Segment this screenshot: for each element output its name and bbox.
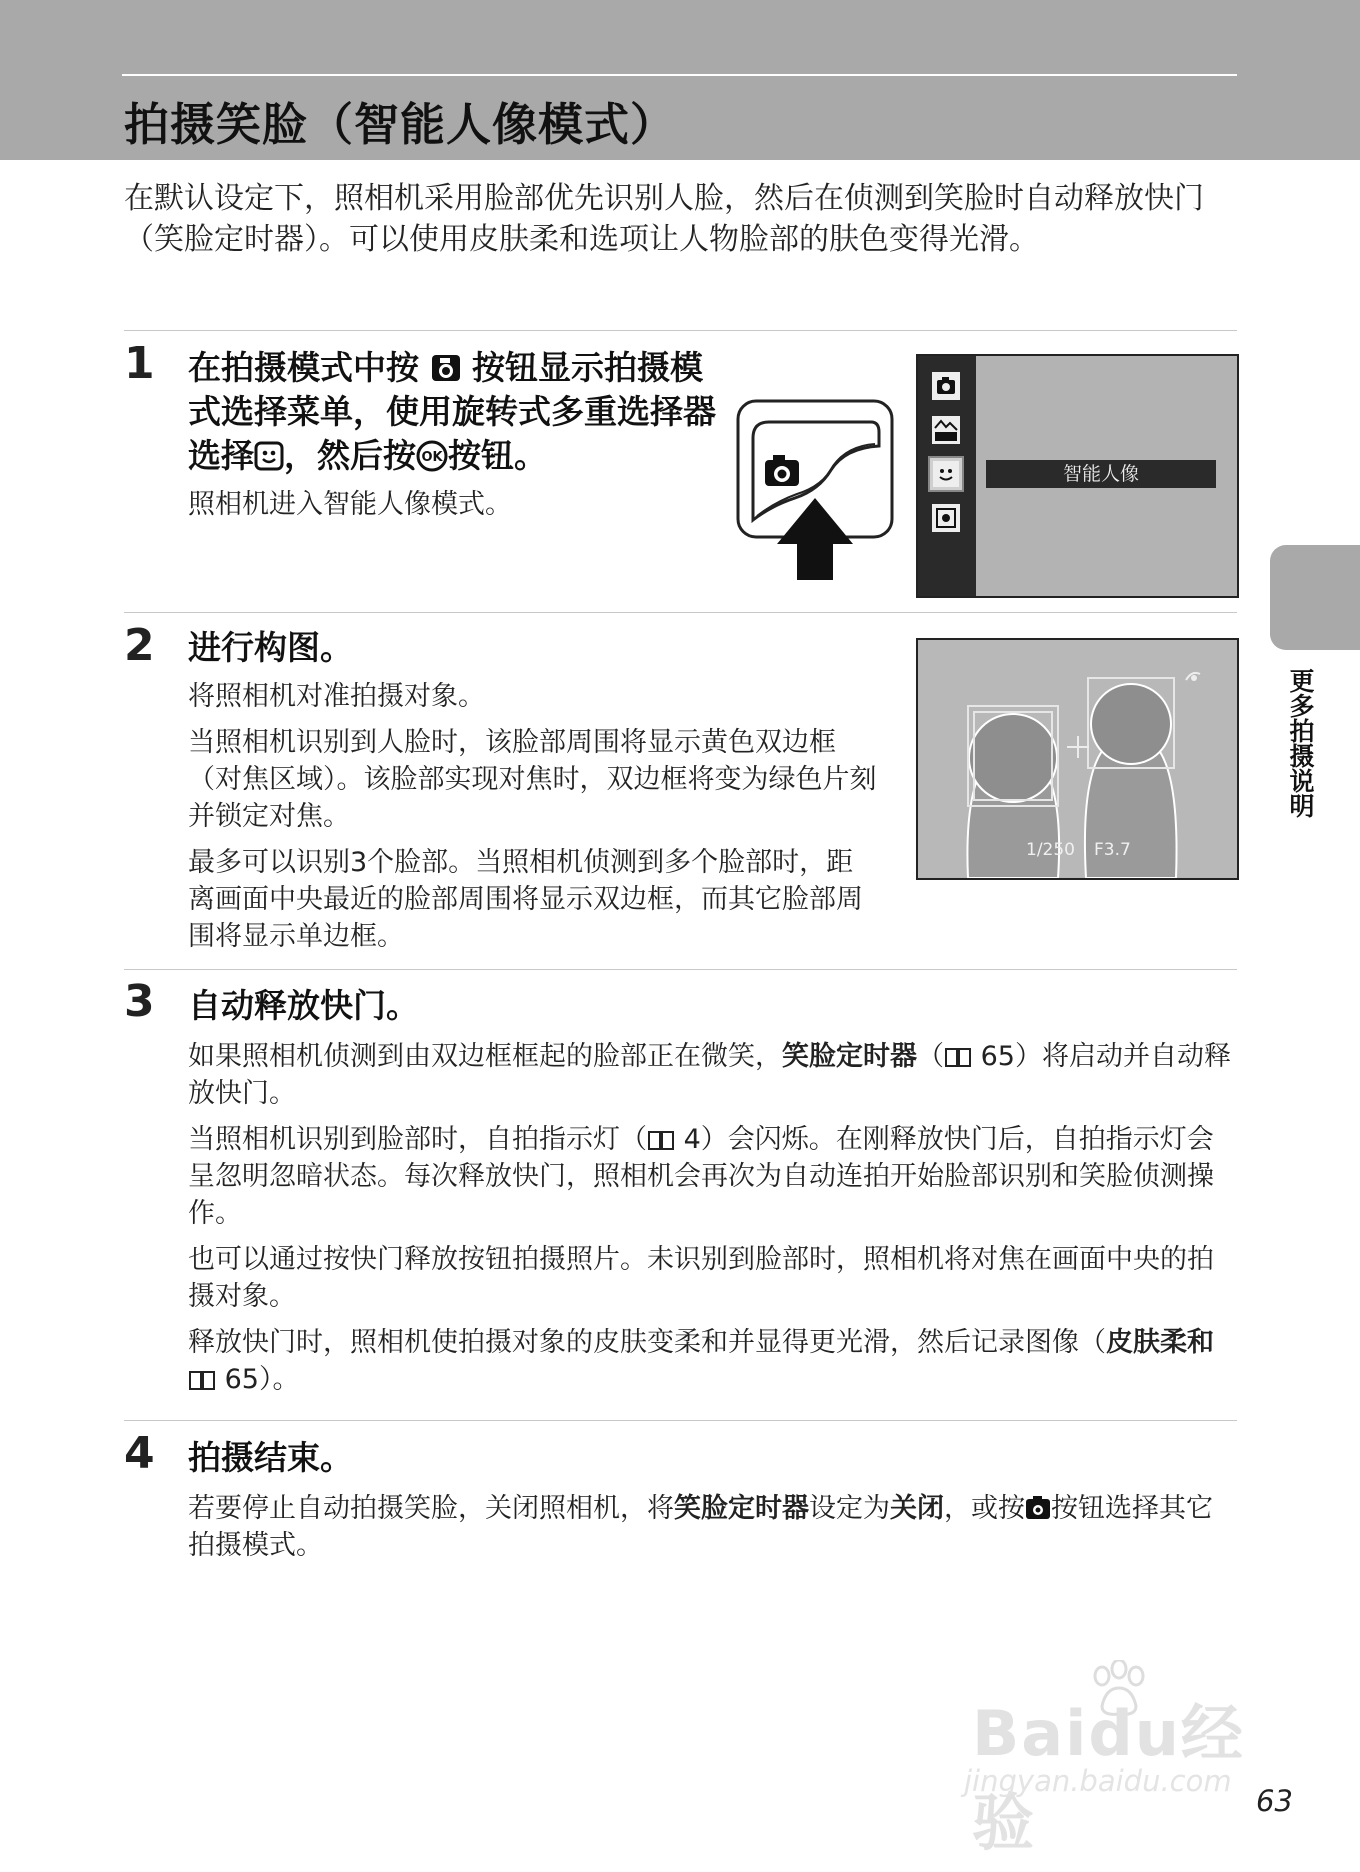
mode-menu-screen — [916, 354, 1239, 598]
ok-button-icon — [416, 436, 448, 475]
step-1-title — [188, 346, 728, 478]
step-2-body — [188, 678, 878, 964]
vr-icon — [1186, 673, 1200, 681]
watermark-brand: Baidu经验 — [972, 1697, 1245, 1859]
divider — [124, 1420, 1237, 1421]
book-icon — [188, 1364, 216, 1395]
watermark-url: jingyan.baidu.com — [964, 1764, 1232, 1798]
step-3-paragraph-4 — [188, 1324, 1238, 1398]
book-icon — [647, 1124, 675, 1155]
text: 如果照相机侦测到由双边框框起的脸部正在微笑， — [188, 1041, 782, 1072]
smile-mode-icon — [254, 436, 284, 475]
divider — [124, 969, 1237, 970]
text: ，或按 — [944, 1493, 1025, 1524]
text: 设定为 — [809, 1493, 890, 1524]
scene-mode-icon — [932, 416, 960, 444]
face-detection-screen — [916, 638, 1239, 880]
text: 释放快门时，照相机使拍摄对象的皮肤变柔和并显得更光滑，然后记录图像（ — [188, 1327, 1106, 1358]
text: （ — [917, 1041, 944, 1072]
svg-text:OK: OK — [421, 450, 443, 465]
smart-portrait-icon — [928, 456, 964, 492]
step-3-paragraph-2 — [188, 1121, 1238, 1232]
step-3-title: 自动释放快门。 — [188, 986, 419, 1025]
camera-icon — [431, 348, 461, 387]
subject-tracking-icon — [932, 504, 960, 532]
baidu-watermark — [964, 1660, 1294, 1859]
section-tab — [1270, 545, 1360, 650]
menu-highlight-label: 智能人像 — [986, 460, 1216, 488]
page-number: 63 — [1256, 1784, 1293, 1818]
text: 按钮选择其它拍摄模式。 — [188, 1493, 1213, 1561]
step-1-title-b: 按钮显示拍摄模式选择菜单，使用旋转式多重选择器选择 — [188, 348, 716, 475]
step-4-title: 拍摄结束。 — [188, 1438, 353, 1477]
text: 会闪烁。在刚释放快门后，自拍指示灯会呈忽明忽暗状态。每次释放快门，照相机会再次为自动连拍开始脸部识别和笑脸侦测操作。 — [188, 1124, 1214, 1229]
smile-timer-term: 笑脸定时器 — [674, 1493, 809, 1524]
divider — [124, 330, 1237, 331]
text: 将启动并自动释放快门。 — [188, 1041, 1231, 1109]
divider — [124, 612, 1237, 613]
step-3-paragraph-1 — [188, 1038, 1238, 1112]
step-2-number: 2 — [124, 620, 155, 671]
step-3-paragraph-3: 也可以通过按快门释放按钮拍摄照片。未识别到脸部时，照相机将对焦在画面中央的拍摄对象。 — [188, 1244, 1214, 1312]
step-2-paragraph-1: 将照相机对准拍摄对象。 — [188, 681, 485, 712]
page-ref[interactable]: 65）。 — [216, 1364, 300, 1395]
step-2-title: 进行构图。 — [188, 628, 353, 667]
step-4-number: 4 — [124, 1428, 155, 1479]
page-ref[interactable]: 4） — [675, 1124, 728, 1155]
step-1-body: 照相机进入智能人像模式。 — [188, 489, 512, 520]
camera-icon — [1025, 1493, 1051, 1524]
shutter-speed: 1/250 — [1026, 840, 1075, 860]
header-rule — [122, 74, 1237, 76]
page-title: 拍摄笑脸（智能人像模式） — [124, 98, 677, 151]
page-ref[interactable]: 65） — [972, 1041, 1042, 1072]
step-1-title-a: 在拍摄模式中按 — [188, 348, 419, 387]
step-3-number: 3 — [124, 976, 155, 1027]
step-4-paragraph-1 — [188, 1490, 1238, 1564]
text: 当照相机识别到脸部时，自拍指示灯（ — [188, 1124, 647, 1155]
text: 若要停止自动拍摄笑脸，关闭照相机，将 — [188, 1493, 674, 1524]
face-detection-scene — [918, 640, 1237, 878]
auto-mode-icon — [932, 372, 960, 400]
step-4-body — [188, 1490, 1238, 1573]
step-3-body — [188, 1038, 1238, 1407]
step-2-paragraph-3: 最多可以识别3个脸部。当照相机侦测到多个脸部时，距离画面中央最近的脸部周围将显示双边框，而其它脸部周围将显示单边框。 — [188, 847, 863, 952]
section-label: 更多拍摄说明 — [1286, 668, 1315, 818]
step-2-paragraph-2: 当照相机识别到人脸时，该脸部周围将显示黄色双边框（对焦区域）。该脸部实现对焦时，双边框将变为绿色片刻并锁定对焦。 — [188, 727, 877, 832]
step-1-title-d: 按钮。 — [448, 436, 547, 475]
off-term: 关闭 — [890, 1493, 944, 1524]
skin-softening-term: 皮肤柔和 — [1106, 1327, 1214, 1358]
book-icon — [944, 1041, 972, 1072]
smile-timer-term: 笑脸定时器 — [782, 1041, 917, 1072]
intro-paragraph: 在默认设定下，照相机采用脸部优先识别人脸，然后在侦测到笑脸时自动释放快门（笑脸定时器）。可以使用皮肤柔和选项让人物脸部的肤色变得光滑。 — [124, 181, 1204, 257]
step-1-title-c: ，然后按 — [284, 436, 416, 475]
camera-button-illustration — [735, 398, 895, 582]
aperture: F3.7 — [1094, 840, 1131, 860]
step-1-number: 1 — [124, 338, 155, 389]
